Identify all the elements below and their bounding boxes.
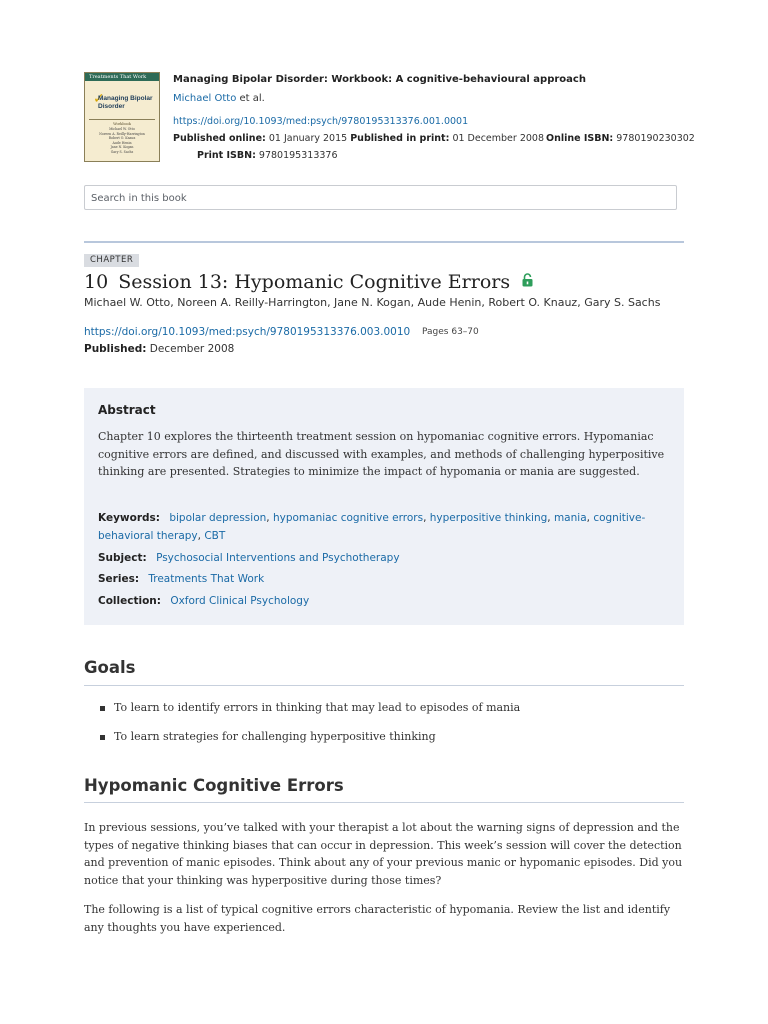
abstract-text: Chapter 10 explores the thirteenth treatment session on hypomaniac cognitive errors. Hypomaniac cognitive errors are defined, and discussed with examples, and methods of challenging hyperpositive thinking are presented. Strategies to minimize the impact of hypomania or mania are suggested. [98,430,665,478]
keyword-link[interactable]: bipolar depression [169,512,267,524]
square-bullet-icon [100,735,105,740]
book-doi-link[interactable]: https://doi.org/10.1093/med:psych/9780195313376.001.0001 [173,116,469,127]
keywords-row: Keywords: bipolar depression, hypomaniac cognitive errors, hyperpositive thinking, mania, cognitive-behavioral therapy, CBT [98,512,646,542]
published-print-label: Published in print: [350,133,450,144]
series-link[interactable]: Treatments That Work [148,573,265,585]
subject-link[interactable]: Psychosocial Interventions and Psychotherapy [156,552,400,564]
goal-text: To learn strategies for challenging hyperpositive thinking [114,730,436,743]
goals-heading: Goals [84,658,136,677]
abstract-heading: Abstract [98,403,156,417]
chapter-published-label: Published: [84,343,147,355]
chapter-authors: Michael W. Otto, Noreen A. Reilly-Harrington, Jane N. Kogan, Aude Henin, Robert O. Knauz, Gary S. Sachs [84,296,661,309]
online-isbn-value: 9780190230302 [616,133,695,144]
header-divider [84,241,684,243]
search-input[interactable] [85,187,676,210]
book-header [84,72,695,164]
series-row [98,570,668,588]
subject-label: Subject: [98,552,147,564]
cover-subtitle: Workbook [113,122,131,126]
collection-link[interactable]: Oxford Clinical Psychology [170,595,310,607]
print-isbn [197,150,338,161]
book-author-link[interactable]: Michael Otto [173,93,237,104]
keyword-link[interactable]: CBT [204,530,226,542]
checkmark-icon: ✓ [93,91,105,107]
published-online-label: Published online: [173,133,266,144]
published-online-value: 01 January 2015 [268,133,348,144]
collection-row [98,592,668,610]
subject-row [98,549,668,567]
chapter-published-value: December 2008 [149,343,235,355]
chapter-title-text: Session 13: Hypomanic Cognitive Errors [118,271,511,293]
abstract-panel [84,388,684,625]
goals-list [100,700,520,758]
series-label: Series: [98,573,140,585]
list-item [100,729,520,745]
book-title: Managing Bipolar Disorder: Workbook: A cognitive-behavioural approach [173,74,586,85]
book-author-suffix: et al. [239,93,265,104]
book-authors [173,93,265,104]
list-item [100,700,520,716]
keyword-link[interactable]: hyperpositive thinking [429,512,548,524]
collection-label: Collection: [98,595,161,607]
section-heading: Hypomanic Cognitive Errors [84,776,344,795]
body-paragraph: The following is a list of typical cognitive errors characteristic of hypomania. Review the list and identify any thoughts you have experienced. [84,903,671,934]
print-isbn-value: 9780195313376 [258,150,338,161]
cover-authors: Michael W. Otto Noreen A. Reilly-Harrington Robert O. Knauz Aude Henin Jane N. Kogan Gary S. Sachs [99,127,145,154]
online-isbn [546,133,695,144]
chapter-published [84,343,234,355]
online-isbn-label: Online ISBN: [546,133,614,144]
keyword-link[interactable]: cognitive-behavioral therapy [98,512,646,542]
goals-divider [84,685,684,686]
square-bullet-icon [100,706,105,711]
section-divider [84,802,684,803]
book-publication-dates [173,133,544,144]
body-paragraph: In previous sessions, you’ve talked with your therapist a lot about the warning signs of depression and the types of negative thinking biases that can occur in depression. This week’s session will cover the detection and prevention of manic episodes. Think about any of your previous manic or hypomanic episodes. Did you notice that your thinking was hyperpositive during those times? [84,821,683,887]
print-isbn-label: Print ISBN: [197,150,256,161]
book-cover-image[interactable] [84,72,160,162]
chapter-doi-link[interactable]: https://doi.org/10.1093/med:psych/9780195313376.003.0010 [84,326,411,338]
keyword-link[interactable]: mania [553,512,587,524]
chapter-number: 10 [84,271,109,293]
keyword-link[interactable]: hypomaniac cognitive errors [272,512,424,524]
cover-divider [89,119,155,120]
goal-text: To learn to identify errors in thinking that may lead to episodes of mania [114,701,521,714]
lock-icon [522,269,533,293]
chapter-title [84,270,533,295]
chapter-pages: Pages 63–70 [422,327,479,337]
cover-series-label: Treatments That Work [89,74,147,80]
chapter-badge: CHAPTER [84,254,139,267]
published-print-value: 01 December 2008 [452,133,545,144]
search-box[interactable] [84,185,677,210]
cover-title: Managing Bipolar Disorder [98,95,153,110]
keywords-label: Keywords: [98,512,160,524]
